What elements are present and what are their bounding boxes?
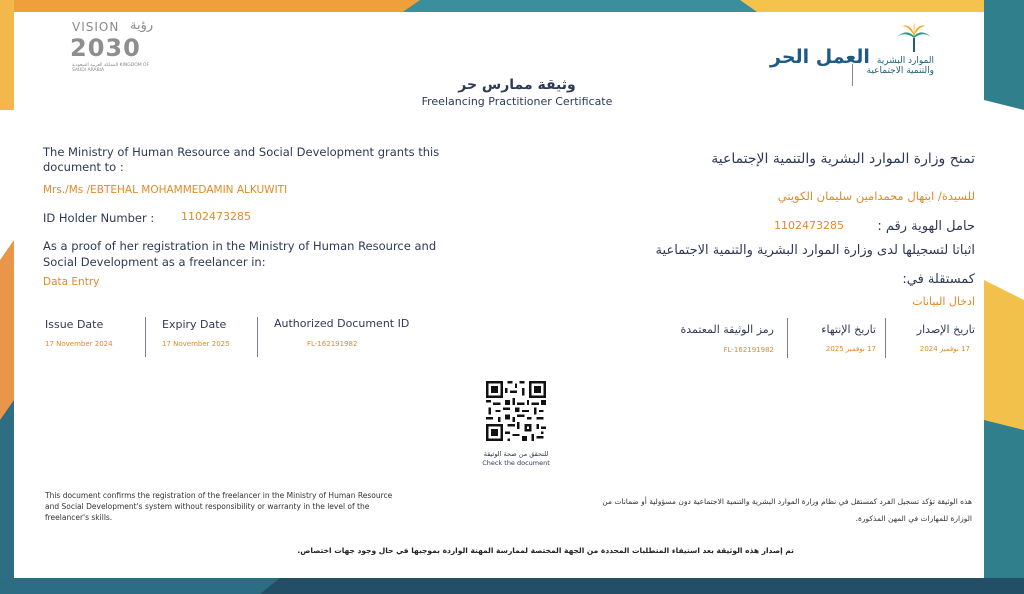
ar-docid-value: FL-162191982 (723, 346, 774, 354)
en-id-value: 1102473285 (181, 210, 251, 223)
en-disclaimer: This document confirms the registration of the freelancer in the Ministry of Human Resource and Social Development's system without responsibility or warranty in the level of the freelancer's skills. (45, 491, 393, 522)
en-docid-value: FL-162191982 (307, 340, 358, 348)
en-expiry-value: 17 November 2025 (162, 340, 230, 348)
ar-proof-text: اثباتا لتسجيلها لدى وزارة الموارد البشرية والتنمية الاجتماعية (655, 243, 975, 258)
ar-holder-name: للسيدة/ ابتهال محمدامين سليمان الكويتي (777, 189, 975, 203)
vision-subtitle: المملكة العربية السعودية KINGDOM OF SAUDI ARABIA (72, 63, 150, 73)
en-grants-text: The Ministry of Human Resource and Social Development grants this document to : (43, 145, 440, 174)
palm-icon (894, 22, 934, 54)
certificate-card (14, 12, 984, 578)
ar-docid-label: رمز الوثيقة المعتمدة (680, 323, 774, 336)
en-issue-value: 17 November 2024 (45, 340, 113, 348)
divider (145, 317, 146, 357)
title-ar: وثيقة ممارس حر (458, 77, 576, 93)
en-expiry-label: Expiry Date (162, 318, 227, 331)
ar-id-value: 1102473285 (774, 219, 844, 232)
en-holder-name: Mrs./Ms /EBTEHAL MOHAMMEDAMIN ALKUWITI (43, 184, 288, 196)
divider (257, 317, 258, 357)
divider (885, 318, 886, 358)
en-proof-text: As a proof of her registration in the Ministry of Human Resource and Social Development as a freelancer in: (43, 239, 437, 269)
ar-expiry-label: تاريخ الإنتهاء (821, 323, 876, 336)
ar-disclaimer: هذه الوثيقة تؤكد تسجيل الفرد كمستقل في نظام وزارة الموارد البشرية والتنمية الاجتماعية دون مسؤولية أو ضمانات من الوزارة للمهارات في المهن المذكورة. (602, 497, 972, 523)
en-docid-label: Authorized Document ID (274, 317, 410, 330)
en-issue-label: Issue Date (45, 318, 104, 331)
vision-year: 2030 (70, 34, 141, 62)
ar-as-freelancer: كمستقلة في: (902, 272, 975, 287)
ar-grants-text: تمنح وزارة الموارد البشرية والتنمية الإجتماعية (711, 151, 975, 167)
qr-code[interactable] (486, 381, 546, 441)
vision-2030-logo (58, 18, 178, 82)
qr-caption: للتحقق من صحة الوثيقة Check the document (482, 450, 550, 467)
ar-footer: تم إصدار هذه الوثيقة بعد استيفاء المتطلبات المحددة من الجهة المختصة لممارسة المهنة الواردة بموجبها في حال وجود جهات اختصاص. (297, 546, 794, 555)
divider (787, 318, 788, 358)
en-activity: Data Entry (43, 276, 100, 288)
en-id-label: ID Holder Number : (43, 211, 155, 225)
ar-activity: ادخال البيانات (912, 295, 975, 308)
certificate-title (14, 76, 1020, 109)
vision-label: VISION (72, 20, 120, 34)
ar-id-label: حامل الهوية رقم : (877, 219, 975, 234)
vision-ar-text: رؤية (130, 18, 154, 33)
ar-expiry-value: 17 نوفمبر 2025 (825, 345, 876, 353)
title-en: Freelancing Practitioner Certificate (421, 95, 613, 108)
ministry-name: الموارد البشرية والتنمية الاجتماعية (866, 56, 934, 76)
ar-issue-value: 17 نوفمبر 2024 (919, 345, 970, 353)
freelance-logo-text: العمل الحر (770, 46, 870, 68)
ar-issue-label: تاريخ الإصدار (916, 323, 975, 336)
